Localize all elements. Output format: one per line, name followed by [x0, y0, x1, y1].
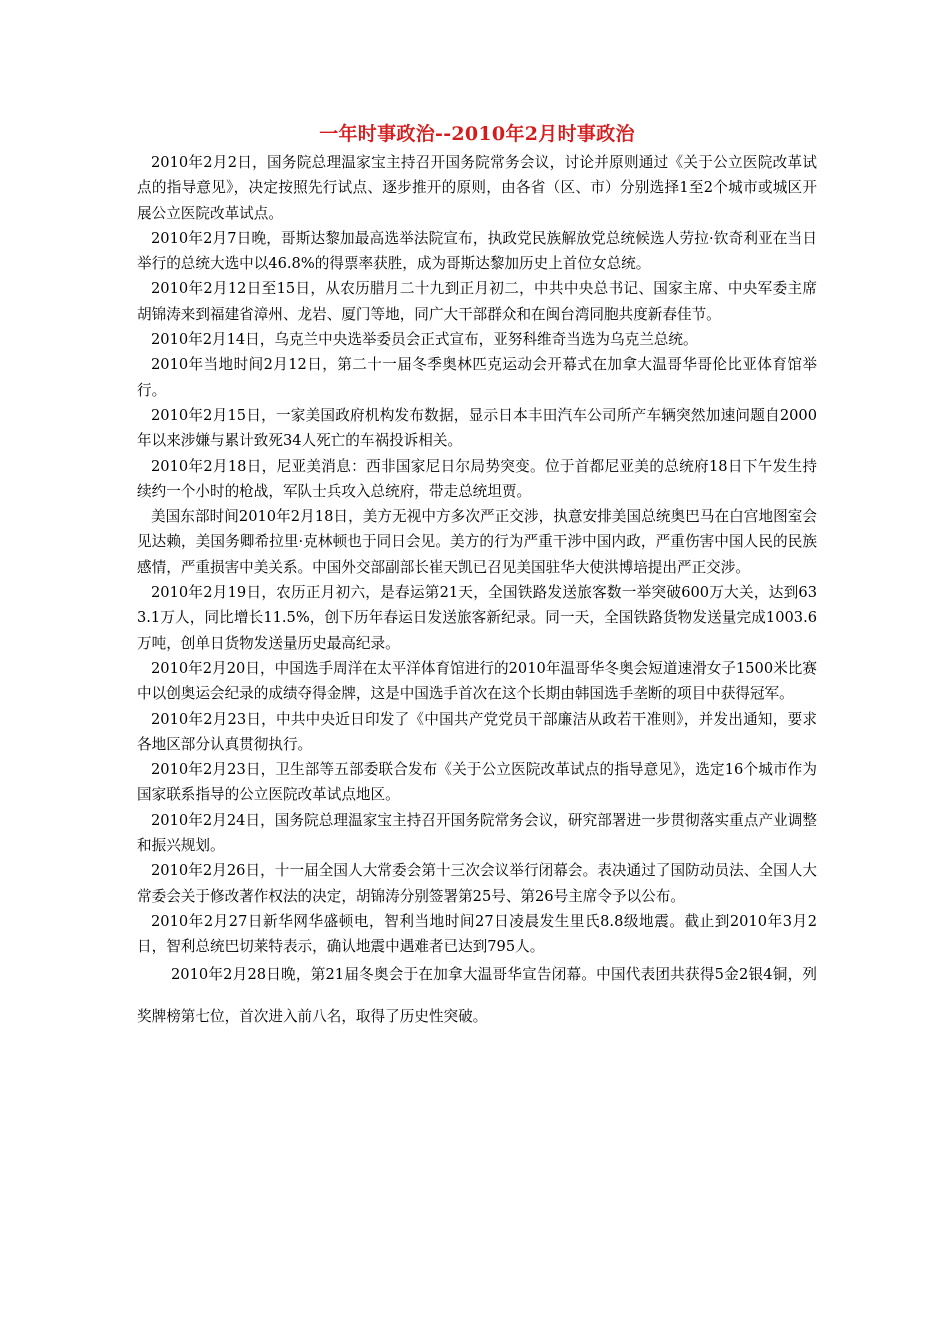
news-paragraph-2: 2010年2月7日晚，哥斯达黎加最高选举法院宣布，执政党民族解放党总统候选人劳拉·钦奇利亚在当日举行的总统大选中以46.8%的得票率获胜，成为哥斯达黎加历史上首位女总统。	[137, 229, 817, 273]
news-paragraph-10: 2010年2月20日，中国选手周洋在太平洋体育馆进行的2010年温哥华冬奥会短道速滑女子1500米比赛中以创奥运会纪录的成绩夺得金牌，这是中国选手首次在这个长期由韩国选手垄断的项目中获得冠军。	[137, 659, 817, 703]
news-paragraph-6: 2010年2月15日，一家美国政府机构发布数据，显示日本丰田汽车公司所产车辆突然加速问题自2000年以来涉嫌与累计致死34人死亡的车祸投诉相关。	[137, 406, 817, 450]
news-paragraph-3: 2010年2月12日至15日，从农历腊月二十九到正月初二，中共中央总书记、国家主席、中央军委主席胡锦涛来到福建省漳州、龙岩、厦门等地，同广大干部群众和在闽台湾同胞共度新春佳节。	[137, 280, 817, 323]
news-paragraph-7: 2010年2月18日，尼亚美消息：西非国家尼日尔局势突变。位于首都尼亚美的总统府18日下午发生持续约一个小时的枪战，军队士兵攻入总统府，带走总统坦贾。	[137, 457, 817, 500]
news-paragraph-5: 2010年当地时间2月12日，第二十一届冬季奥林匹克运动会开幕式在加拿大温哥华哥伦比亚体育馆举行。	[137, 356, 817, 399]
news-paragraph-13: 2010年2月24日，国务院总理温家宝主持召开国务院常务会议，研究部署进一步贯彻落实重点产业调整和振兴规划。	[137, 811, 817, 855]
news-paragraph-1: 2010年2月2日，国务院总理温家宝主持召开国务院常务会议，讨论并原则通过《关于公立医院改革试点的指导意见》，决定按照先行试点、逐步推开的原则，由各省（区、市）分别选择1至2个城市或城区开展公立医院改革试点。	[137, 154, 817, 222]
news-paragraph-9: 2010年2月19日，农历正月初六，是春运第21天，全国铁路发送旅客数一举突破600万大关，达到633.1万人，同比增长11.5%，创下历年春运日发送旅客新纪录。同一天，全国铁路货物发送量完成1003.6万吨，创单日货物发送量历史最高纪录。	[137, 584, 817, 652]
news-paragraph-11: 2010年2月23日，中共中央近日印发了《中国共产党党员干部廉洁从政若干准则》，并发出通知，要求各地区部分认真贯彻执行。	[137, 710, 817, 753]
news-paragraph-14: 2010年2月26日，十一届全国人大常委会第十三次会议举行闭幕会。表决通过了国防动员法、全国人大常委会关于修改著作权法的决定，胡锦涛分别签署第25号、第26号主席令予以公布。	[137, 862, 817, 905]
news-paragraph-16: 2010年2月28日晚，第21届冬奥会于在加拿大温哥华宣告闭幕。中国代表团共获得5金2银4铜，列奖牌榜第七位，首次进入前八名，取得了历史性突破。	[137, 965, 817, 1025]
document-title: 一年时事政治--2010年2月时事政治	[319, 123, 635, 145]
news-paragraph-8: 美国东部时间2010年2月18日，美方无视中方多次严正交涉，执意安排美国总统奥巴马在白宫地图室会见达赖，美国务卿希拉里·克林顿也于同日会见。美方的行为严重干涉中国内政，严重伤害中国人民的民族感情，严重损害中美关系。中国外交部副部长崔天凯已召见美国驻华大使洪博培提出严正交涉。	[137, 508, 817, 576]
news-paragraph-4: 2010年2月14日，乌克兰中央选举委员会正式宣布，亚努科维奇当选为乌克兰总统。	[151, 331, 698, 349]
news-paragraph-15: 2010年2月27日新华网华盛顿电，智利当地时间27日凌晨发生里氏8.8级地震。截止到2010年3月2日，智利总统巴切莱特表示，确认地震中遇难者已达到795人。	[137, 912, 817, 956]
news-paragraph-12: 2010年2月23日，卫生部等五部委联合发布《关于公立医院改革试点的指导意见》，选定16个城市作为国家联系指导的公立医院改革试点地区。	[137, 761, 817, 804]
document-page	[137, 120, 817, 1038]
